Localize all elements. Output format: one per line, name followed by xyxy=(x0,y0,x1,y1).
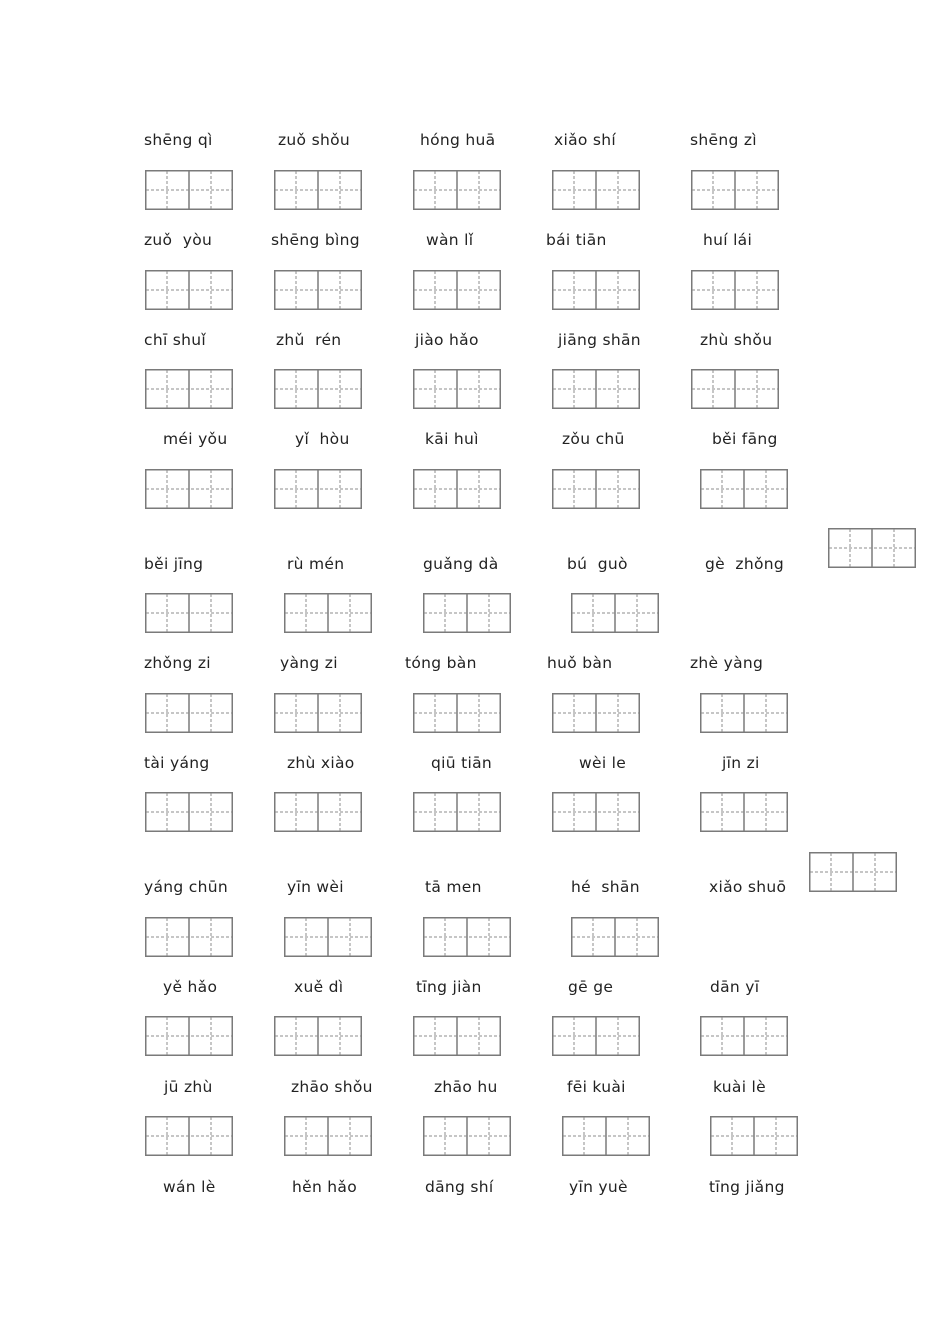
pinyin-label: zhǔ rén xyxy=(276,331,342,349)
writing-grid-box[interactable] xyxy=(274,270,362,310)
pinyin-label: shēng bìng xyxy=(271,231,360,249)
pinyin-label: huǒ bàn xyxy=(547,654,613,672)
writing-grid-box[interactable] xyxy=(413,369,501,409)
pinyin-label: jiāng shān xyxy=(558,331,641,349)
pinyin-label: bú guò xyxy=(567,555,628,573)
writing-grid-box[interactable] xyxy=(562,1116,650,1156)
writing-grid-box[interactable] xyxy=(284,1116,372,1156)
writing-grid-box[interactable] xyxy=(413,792,501,832)
writing-grid-box[interactable] xyxy=(284,917,372,957)
pinyin-label: yīn yuè xyxy=(569,1178,628,1196)
pinyin-label: zhǒng zi xyxy=(144,654,211,672)
pinyin-label: fēi kuài xyxy=(567,1078,626,1096)
writing-grid-box[interactable] xyxy=(413,1016,501,1056)
writing-grid-box[interactable] xyxy=(274,693,362,733)
pinyin-label: rù mén xyxy=(287,555,345,573)
writing-grid-box[interactable] xyxy=(691,369,779,409)
pinyin-label: zhè yàng xyxy=(690,654,764,672)
writing-grid-box[interactable] xyxy=(145,693,233,733)
pinyin-label: yàng zi xyxy=(280,654,338,672)
pinyin-label: hěn hǎo xyxy=(292,1178,358,1196)
writing-grid-box[interactable] xyxy=(571,917,659,957)
writing-grid-box[interactable] xyxy=(145,369,233,409)
pinyin-label: kuài lè xyxy=(713,1078,766,1096)
pinyin-label: dāng shí xyxy=(425,1178,494,1196)
writing-grid-box[interactable] xyxy=(413,693,501,733)
pinyin-label: běi jīng xyxy=(144,555,204,573)
writing-grid-box[interactable] xyxy=(691,170,779,210)
pinyin-label: wèi le xyxy=(579,754,627,772)
pinyin-label: guǎng dà xyxy=(423,555,499,573)
writing-grid-box[interactable] xyxy=(145,593,233,633)
writing-grid-box[interactable] xyxy=(413,270,501,310)
pinyin-label: zǒu chū xyxy=(562,430,625,448)
writing-grid-box[interactable] xyxy=(828,528,916,568)
writing-grid-box[interactable] xyxy=(145,170,233,210)
writing-grid-box[interactable] xyxy=(423,1116,511,1156)
writing-grid-box[interactable] xyxy=(552,469,640,509)
pinyin-label: shēng qì xyxy=(144,131,213,149)
pinyin-label: zhāo hu xyxy=(434,1078,498,1096)
pinyin-label: wán lè xyxy=(163,1178,216,1196)
writing-grid-box[interactable] xyxy=(571,593,659,633)
writing-grid-box[interactable] xyxy=(552,693,640,733)
pinyin-label: tīng jiàn xyxy=(416,978,482,996)
writing-grid-box[interactable] xyxy=(700,469,788,509)
writing-grid-box[interactable] xyxy=(423,593,511,633)
pinyin-label: yīn wèi xyxy=(287,878,344,896)
pinyin-label: jū zhù xyxy=(164,1078,213,1096)
pinyin-label: hé shān xyxy=(571,878,640,896)
writing-grid-box[interactable] xyxy=(809,852,897,892)
pinyin-label: xiǎo shuō xyxy=(709,878,787,896)
writing-grid-box[interactable] xyxy=(284,593,372,633)
pinyin-label: yáng chūn xyxy=(144,878,228,896)
pinyin-label: zuǒ yòu xyxy=(144,231,213,249)
pinyin-label: shēng zì xyxy=(690,131,757,149)
writing-grid-box[interactable] xyxy=(145,792,233,832)
writing-grid-box[interactable] xyxy=(700,792,788,832)
writing-grid-box[interactable] xyxy=(700,693,788,733)
pinyin-label: gè zhǒng xyxy=(705,555,785,573)
writing-grid-box[interactable] xyxy=(145,1116,233,1156)
pinyin-label: méi yǒu xyxy=(163,430,228,448)
pinyin-label: yǐ hòu xyxy=(295,430,350,448)
pinyin-label: tài yáng xyxy=(144,754,210,772)
pinyin-label: zhù shǒu xyxy=(700,331,773,349)
pinyin-label: xuě dì xyxy=(294,978,344,996)
writing-grid-box[interactable] xyxy=(552,792,640,832)
writing-grid-box[interactable] xyxy=(145,469,233,509)
writing-grid-box[interactable] xyxy=(274,170,362,210)
writing-grid-box[interactable] xyxy=(145,1016,233,1056)
pinyin-label: zhāo shǒu xyxy=(291,1078,373,1096)
pinyin-label: jiào hǎo xyxy=(415,331,479,349)
pinyin-label: yě hǎo xyxy=(163,978,218,996)
pinyin-label: jīn zi xyxy=(722,754,760,772)
pinyin-label: wàn lǐ xyxy=(426,231,474,249)
writing-grid-box[interactable] xyxy=(552,369,640,409)
pinyin-label: qiū tiān xyxy=(431,754,493,772)
writing-grid-box[interactable] xyxy=(145,917,233,957)
pinyin-label: bái tiān xyxy=(546,231,607,249)
pinyin-label: zuǒ shǒu xyxy=(278,131,350,149)
writing-grid-box[interactable] xyxy=(145,270,233,310)
pinyin-label: huí lái xyxy=(703,231,753,249)
pinyin-label: dān yī xyxy=(710,978,760,996)
pinyin-label: xiǎo shí xyxy=(554,131,616,149)
writing-grid-box[interactable] xyxy=(552,1016,640,1056)
pinyin-label: gē ge xyxy=(568,978,614,996)
pinyin-label: běi fāng xyxy=(712,430,778,448)
pinyin-label: tīng jiǎng xyxy=(709,1178,785,1196)
writing-grid-box[interactable] xyxy=(274,792,362,832)
writing-grid-box[interactable] xyxy=(423,917,511,957)
writing-grid-box[interactable] xyxy=(413,469,501,509)
writing-grid-box[interactable] xyxy=(552,170,640,210)
writing-grid-box[interactable] xyxy=(710,1116,798,1156)
pinyin-label: zhù xiào xyxy=(287,754,355,772)
pinyin-label: hóng huā xyxy=(420,131,496,149)
writing-grid-box[interactable] xyxy=(413,170,501,210)
writing-grid-box[interactable] xyxy=(700,1016,788,1056)
writing-grid-box[interactable] xyxy=(552,270,640,310)
pinyin-label: tóng bàn xyxy=(405,654,477,672)
writing-grid-box[interactable] xyxy=(274,469,362,509)
pinyin-label: tā men xyxy=(425,878,482,896)
pinyin-label: kāi huì xyxy=(425,430,479,448)
pinyin-label: chī shuǐ xyxy=(144,331,207,349)
writing-grid-box[interactable] xyxy=(274,1016,362,1056)
writing-grid-box[interactable] xyxy=(691,270,779,310)
writing-grid-box[interactable] xyxy=(274,369,362,409)
